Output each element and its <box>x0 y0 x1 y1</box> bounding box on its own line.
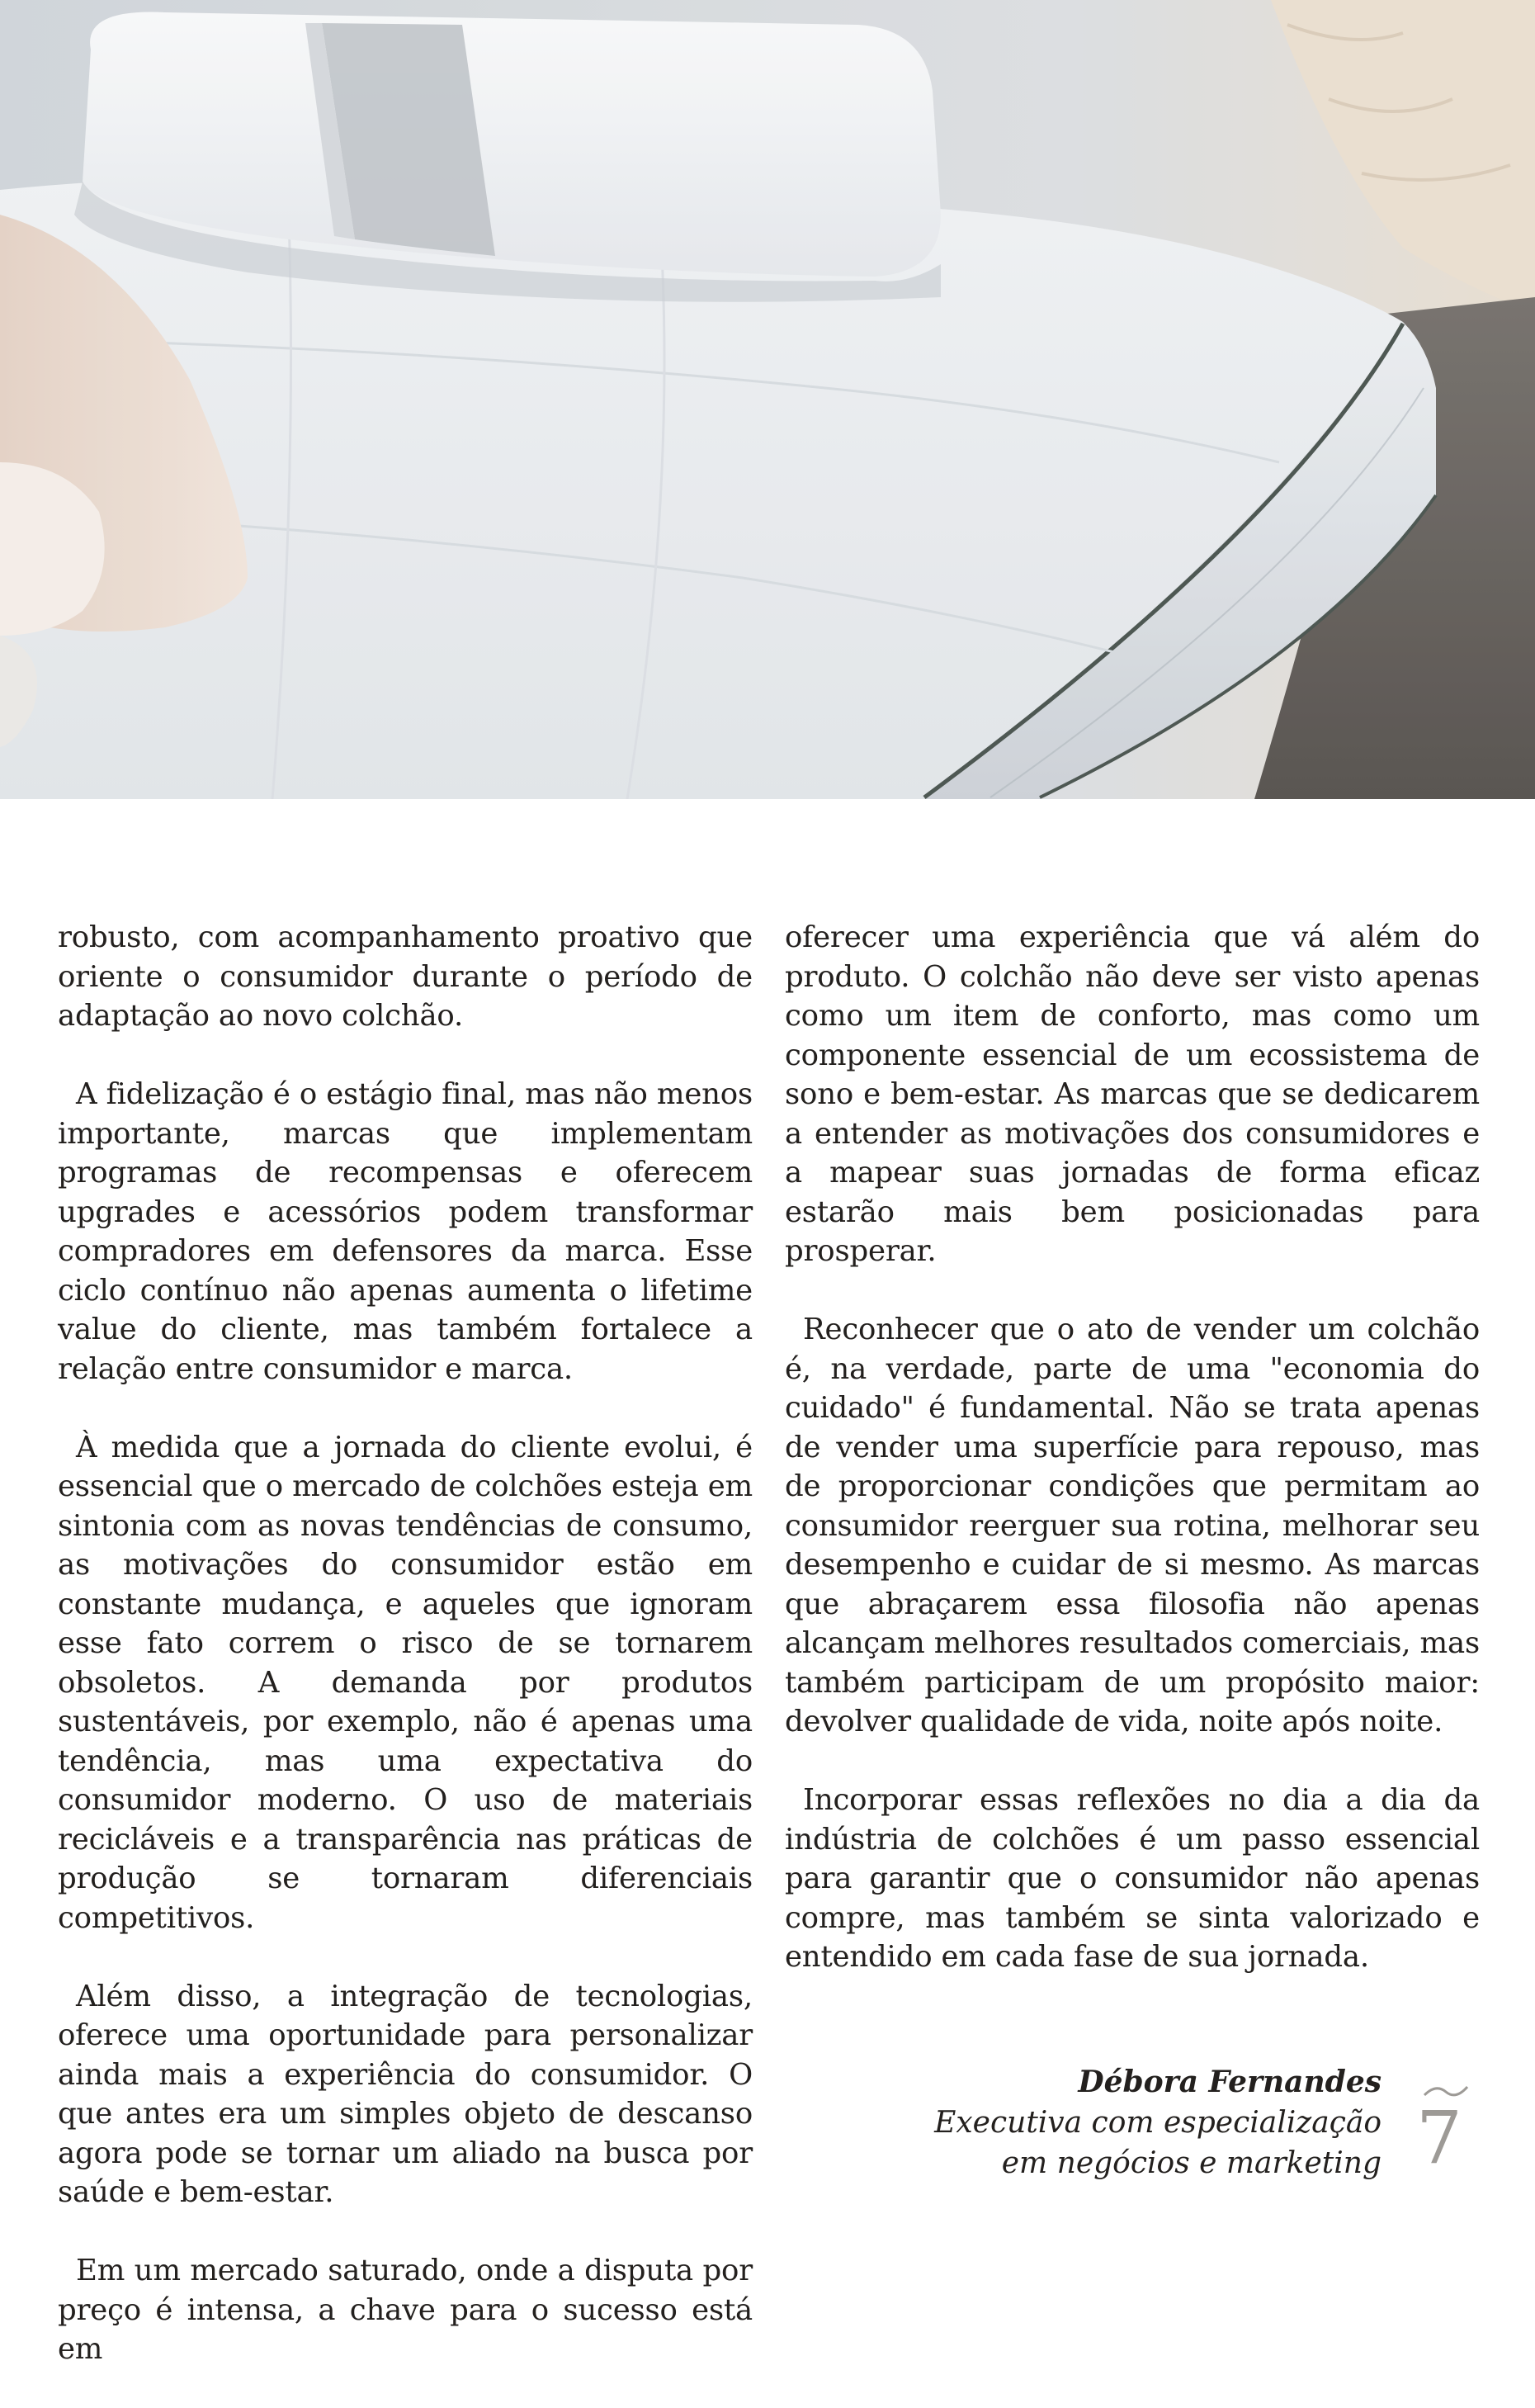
paragraph: A fidelização é o estágio final, mas não menos importante, marcas que implementam programas de recompensas e oferecem upgrades e acessórios podem transformar compradores em defensores da marca. Esse ciclo contínuo não apenas aumenta o lifetime value do cliente, mas também fortalece a relação entre consumidor e marca. <box>58 1077 753 1386</box>
paragraph: Em um mercado saturado, onde a disputa por preço é intensa, a chave para o sucesso está em <box>58 2254 753 2366</box>
page-number-value: 7 <box>1416 2095 1462 2180</box>
paragraph: oferecer uma experiência que vá além do produto. O colchão não deve ser visto apenas como um item de conforto, mas como um componente essencial de um ecossistema de sono e bem-estar. As marcas que se dedicarem a entender as motivações dos consumidores e a mapear suas jornadas de forma eficaz estarão mais bem posicionadas para prosperar. <box>785 920 1480 1268</box>
hero-photo-mattress <box>0 0 1535 799</box>
paragraph: Reconhecer que o ato de vender um colchão é, na verdade, parte de uma "economia do cuidado" é fundamental. Não se trata apenas de vender uma superfície para repouso, mas de proporcionar condições que permitam ao consumidor reerguer sua rotina, melhorar seu desempenho e cuidar de si mesmo. As marcas que abraçarem essa filosofia não apenas alcançam melhores resultados comerciais, mas também participam de um propósito maior: devolver qualidade de vida, noite após noite. <box>785 1313 1480 1739</box>
left-column <box>58 918 753 2408</box>
right-column <box>785 918 1480 2016</box>
article-body <box>58 918 1481 2366</box>
author-name: Débora Fernandes <box>1078 2065 1382 2099</box>
paragraph: Além disso, a integração de tecnologias, oferece uma oportunidade para personalizar ainda mais a experiência do consumidor. O que antes era um simples objeto de descanso agora pode se tornar um aliado na busca por saúde e bem-estar. <box>58 1979 753 2209</box>
author-signature <box>934 2062 1382 2183</box>
author-role: em negócios e marketing <box>1001 2146 1382 2180</box>
author-role: Executiva com especialização <box>934 2106 1382 2140</box>
paragraph: À medida que a jornada do cliente evolui, é essencial que o mercado de colchões esteja em sintonia com as novas tendências de consumo, as motivações do consumidor estão em constante mudança, e aqueles que ignoram esse fato correm o risco de se tornarem obsoletos. A demanda por produtos sustentáveis, por exemplo, não é apenas uma tendência, mas uma expectativa do consumidor moderno. O uso de materiais recicláveis e a transparência nas práticas de produção se tornaram diferenciais competitivos. <box>58 1430 753 1935</box>
paragraph: Incorporar essas reflexões no dia a dia da indústria de colchões é um passo essencial para garantir que o consumidor não apenas compre, mas também se sinta valorizado e entendido em cada fase de sua jornada. <box>785 1783 1480 1974</box>
paragraph: robusto, com acompanhamento proativo que oriente o consumidor durante o período de adaptação ao novo colchão. <box>58 920 753 1033</box>
page-number <box>1416 2082 1482 2181</box>
mattress-illustration <box>0 0 1535 799</box>
